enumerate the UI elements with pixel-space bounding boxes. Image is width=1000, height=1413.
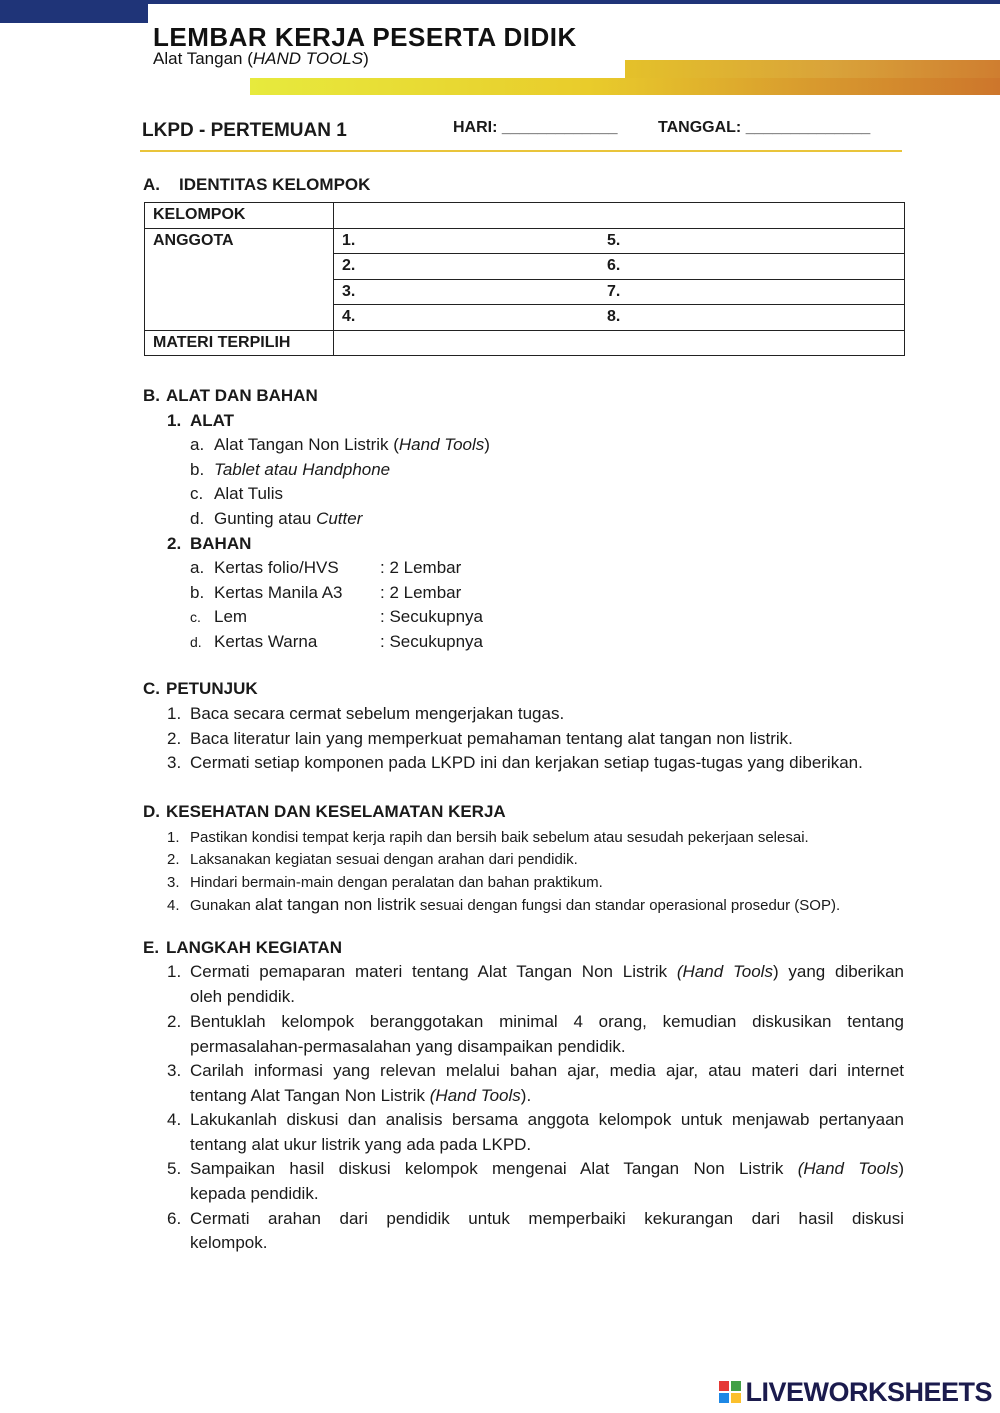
date-field[interactable]: TANGGAL: ______________ [658,119,871,136]
liveworksheets-logo-icon [719,1379,741,1401]
list-item: b. Tablet atau Handphone [190,460,391,479]
materi-input-cell[interactable] [334,330,905,356]
kelompok-input-cell[interactable] [334,203,905,229]
worksheet-title: LEMBAR KERJA PESERTA DIDIK [153,22,577,52]
header-gold-block [625,60,1000,78]
member-cell[interactable]: 3. 7. [334,279,905,305]
section-a-heading: A. IDENTITAS KELOMPOK [143,175,371,194]
list-item: 4. Gunakan alat tangan non listrik sesuai dengan fungsi dan standar operasional prosedur (SOP). [167,895,841,914]
list-item: d. Gunting atau Cutter [190,509,363,528]
anggota-label: ANGGOTA [145,228,334,254]
table-row [145,228,905,254]
liveworksheets-logo[interactable]: LIVEWORKSHEETS [719,1377,992,1408]
table-row [145,305,905,331]
day-field[interactable]: HARI: _____________ [453,119,618,136]
step-line: permasalahan-permasalahan yang disampaikan pendidik. [190,1037,626,1056]
step-line: tentang Alat Tangan Non Listrik (Hand Tools). [190,1086,532,1105]
section-b-heading: B. ALAT DAN BAHAN [143,386,318,405]
list-item: b. Kertas Manila A3 : 2 Lembar [190,583,462,602]
step-number: 2. [167,1012,182,1031]
table-row [145,279,905,305]
identity-table [144,202,905,356]
step-line: tentang alat ukur listrik yang ada pada LKPD. [190,1135,532,1154]
step-line: Cermati arahan dari pendidik untuk memperbaiki kekurangan dari hasil diskusi [190,1209,904,1228]
member-cell[interactable]: 4. 8. [334,305,905,331]
step-line: Sampaikan hasil diskusi kelompok mengenai Alat Tangan Non Listrik (Hand Tools) [190,1159,904,1178]
step-line: Lakukanlah diskusi dan analisis bersama anggota kelompok untuk menjawab pertanyaan [190,1110,904,1129]
step-line: Cermati pemaparan materi tentang Alat Tangan Non Listrik (Hand Tools) yang diberikan [190,962,904,981]
member-cell[interactable]: 2. 6. [334,254,905,280]
bahan-heading: 2. BAHAN [167,534,252,553]
worksheet-subtitle: Alat Tangan (HAND TOOLS) [153,49,369,68]
step-line: kepada pendidik. [190,1184,319,1203]
meeting-divider [140,150,902,152]
kelompok-label: KELOMPOK [145,203,334,229]
section-e-heading: E. LANGKAH KEGIATAN [143,938,342,957]
section-d-heading: D. KESEHATAN DAN KESELAMATAN KERJA [143,802,506,821]
step-number: 5. [167,1159,182,1178]
list-item: c. Lem : Secukupnya [190,607,484,626]
step-number: 4. [167,1110,182,1129]
materi-label: MATERI TERPILIH [145,330,334,356]
table-row [145,203,905,229]
header-navy-line [148,0,1000,4]
step-number: 6. [167,1209,182,1228]
list-item: 2. Baca literatur lain yang memperkuat pemahaman tentang alat tangan non listrik. [167,729,793,748]
list-item: a. Kertas folio/HVS : 2 Lembar [190,558,462,577]
table-row [145,330,905,356]
list-item: 1. Pastikan kondisi tempat kerja rapih dan bersih baik sebelum atau sesudah pekerjaan selesai. [167,829,809,846]
meeting-label: LKPD - PERTEMUAN 1 [142,120,347,141]
member-cell[interactable]: 1. 5. [334,228,905,254]
step-number: 3. [167,1061,182,1080]
list-item: 3. Hindari bermain-main dengan peralatan dan bahan praktikum. [167,874,603,891]
list-item: d. Kertas Warna : Secukupnya [190,632,484,651]
step-line: Carilah informasi yang relevan melalui bahan ajar, media ajar, atau materi dari internet [190,1061,904,1080]
list-item: 3. Cermati setiap komponen pada LKPD ini dan kerjakan setiap tugas-tugas yang diberikan. [167,753,863,772]
header-gold-bar [250,78,1000,95]
step-line: oleh pendidik. [190,987,295,1006]
list-item: 2. Laksanakan kegiatan sesuai dengan arahan dari pendidik. [167,851,578,868]
header-navy-block [0,0,148,23]
step-line: kelompok. [190,1233,268,1252]
list-item: c. Alat Tulis [190,484,283,503]
step-number: 1. [167,962,182,981]
alat-heading: 1. ALAT [167,411,235,430]
list-item: 1. Baca secara cermat sebelum mengerjakan tugas. [167,704,565,723]
list-item: a. Alat Tangan Non Listrik (Hand Tools) [190,435,490,454]
table-row [145,254,905,280]
step-line: Bentuklah kelompok beranggotakan minimal 4 orang, kemudian diskusikan tentang [190,1012,904,1031]
section-c-heading: C. PETUNJUK [143,679,258,698]
